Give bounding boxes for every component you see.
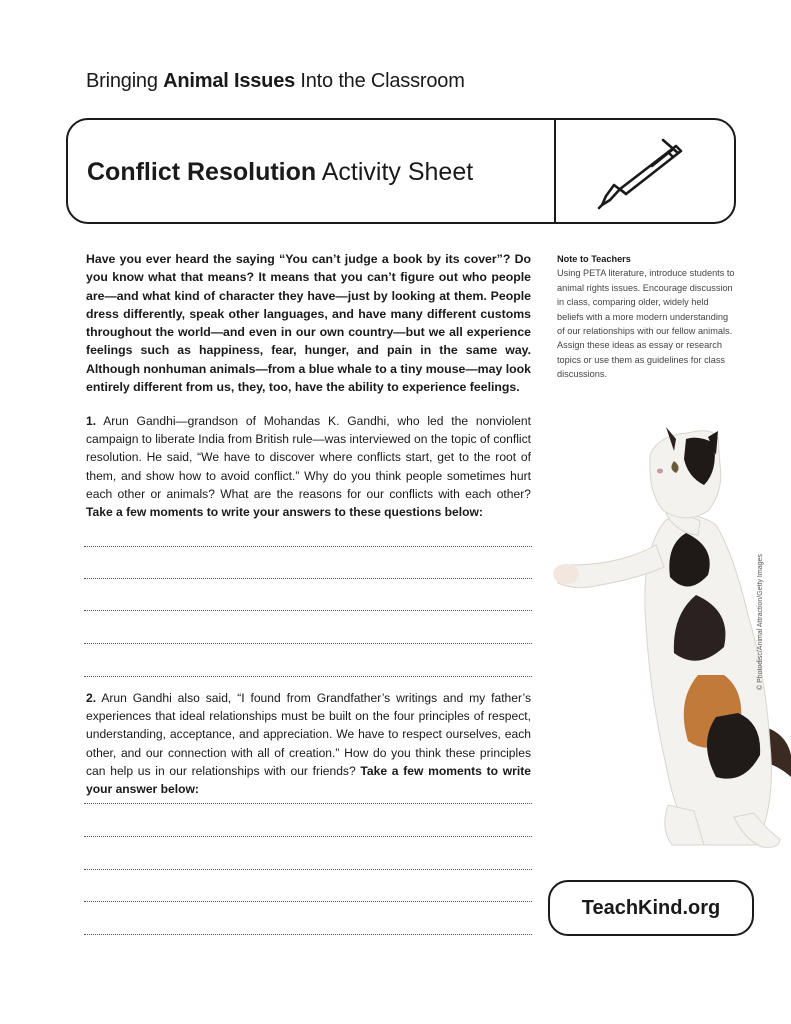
page-header: Bringing Animal Issues Into the Classroom [86,70,465,92]
answer-line[interactable] [84,578,532,579]
photo-credit: © Photodisc/Animal Attraction/Getty Images [757,554,764,690]
logo-text: TeachKind.org [581,896,721,919]
cat-photo [548,425,791,865]
title-box-divider [554,120,556,222]
question-2: 2. Arun Gandhi also said, “I found from Grandfather’s writings and my father’s experiences that ideal relationships must be built on the four principles of respect, understanding, acceptance, and appreciation. We have to respect ourselves, each other, and our connection with all of creation.” How do you think these principles can help us in our relationships with our friends? Take a few moments to write your answer below: [86,691,531,797]
answer-line[interactable] [84,901,532,902]
answer-line[interactable] [84,836,532,837]
answer-line[interactable] [84,610,532,611]
teacher-note-body: Using PETA literature, introduce students to animal rights issues. Encourage discussion in class, comparing older, widely held beliefs with a more modern understanding of our relationships with our fellow animals. Assign these ideas as essay or research topics or use them as guidelines for class discussions. [557,268,735,380]
intro-paragraph: Have you ever heard the saying “You can’t judge a book by its cover”? Do you know what that means? It means that you can’t figure out who people are—and what kind of character they have—just by looking at them. People dress differently, speak other languages, and have many different customs throughout the world—and even in our own country—but we all experience feelings such as happiness, fear, hunger, and pain in the same way. Although nonhuman animals—from a blue whale to a tiny mouse—may look entirely different from us, they, too, have the ability to experience feelings. [86,252,531,395]
teacher-note [557,252,735,382]
pen-icon [592,134,692,214]
answer-line[interactable] [84,869,532,870]
teachkind-logo[interactable] [548,880,754,936]
question-2-prompt: Take a few moments to write your answer below: [86,763,531,797]
page-header-bold: Animal Issues [163,70,296,92]
answer-line[interactable] [84,676,532,677]
answer-line[interactable] [84,934,532,935]
answer-line[interactable] [84,643,532,644]
answer-line[interactable] [84,546,532,547]
teacher-note-title: Note to Teachers [557,254,631,264]
question-1-prompt: Take a few moments to write your answers to these questions below: [86,505,483,520]
sheet-title: Conflict Resolution Activity Sheet [87,158,474,186]
answer-line[interactable] [84,803,532,804]
question-1: 1. Arun Gandhi—grandson of Mohandas K. Gandhi, who led the nonviolent campaign to liberate India from British rule—was interviewed on the topic of conflict resolution. He said, “We have to discover where conflicts start, get to the root of them, and show how to avoid conflict.” Why do you think people sometimes hurt each other or animals? What are the reasons for our conflicts with each other? Take a few moments to write your answers to these questions below: [86,414,531,520]
title-box [66,118,736,224]
